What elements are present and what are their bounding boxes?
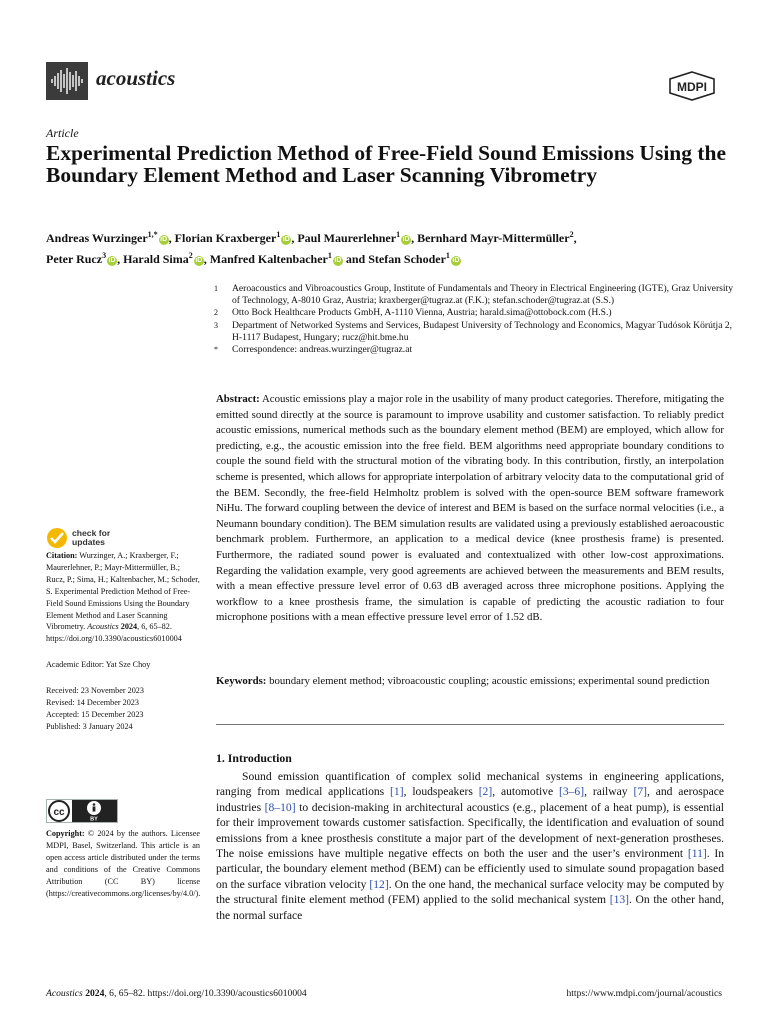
author-name: Bernhard Mayr-Mittermüller xyxy=(417,231,570,245)
orcid-icon[interactable]: iD xyxy=(402,236,410,243)
check-updates-line2: updates xyxy=(72,537,105,547)
abstract-text: Acoustic emissions play a major role in the usability of many product categories. Therefore, mitigating the emitted sound directly at the source is paramount to improve usability and customer satisfaction. To reliably predict acoustic emissions, numerical methods such as the boundary element method (BEM) are employed, which allow for predicting, e.g., the acoustic emission into the free field. BEM algorithms need appropriate boundary conditions to couple the sound field with the structural motion of the vibrating body. In this contribution, firstly, an interpolation scheme is presented, which allows for appropriate interpolation of arbitrary velocity data to the computational grid of the BEM. Secondly, the free-field Helmholtz problem is solved with the open-source BEM software framework NiHu. The forward coupling between the device of interest and BEM is based on the surface normal velocities (i.e., a Neumann boundary condition). The BEM simulation results are validated using a previously established aeroacoustic benchmark problem. Furthermore, an application to a medical device (knee prosthesis frame) is presented. Furthermore, the radiated sound power is evaluated and contextualized with other low-cost approximations. Regarding the validation example, very good agreements are achieved between the measurements and BEM results, with a mean effective pressure level error of 0.63 dB averaged across three microphone positions. Applying the workflow to a knee prosthesis frame, the simulation is capable of predicting the acoustic radiation to four microphone positions with a mean effective pressure level error of 1.52 dB. xyxy=(216,393,724,624)
intro-text: . In particular, the boundary element method (BEM) can be efficiently used to simulate sound propagation based on the surface vibration velocity xyxy=(216,847,724,891)
reference-link[interactable]: [2] xyxy=(478,785,493,799)
orcid-icon[interactable]: iD xyxy=(452,257,460,264)
author-affil-sup: 2 xyxy=(188,251,193,260)
affiliation-text: Otto Bock Healthcare Products GmbH, A-1110 Vienna, Austria; harald.sima@ottobock.com (H.S.) xyxy=(232,307,612,319)
author-affil-sup: 1 xyxy=(327,251,332,260)
author-name: Harald Sima xyxy=(123,252,189,266)
mdpi-logo-text: MDPI xyxy=(677,80,707,94)
reference-link[interactable]: [3–6] xyxy=(558,785,585,799)
citation xyxy=(46,550,200,645)
intro-text: . On the one hand, the mechanical surface velocity may be computed by the structural finite element method (FEM) applied to the solid mechanical system xyxy=(216,877,724,907)
copyright-label: Copyright: xyxy=(46,829,85,838)
check-for-updates-badge[interactable] xyxy=(46,527,110,549)
affiliation-text: Correspondence: andreas.wurzinger@tugraz.at xyxy=(232,344,413,356)
citation-doi[interactable]: , 6, 65–82. https://doi.org/10.3390/acoustics6010004 xyxy=(46,622,182,644)
footer-year: 2024 xyxy=(85,988,105,999)
author-affil-sup: 1 xyxy=(445,251,450,260)
affiliation-item xyxy=(214,344,734,356)
introduction-paragraph xyxy=(216,769,724,923)
journal-logo-icon xyxy=(46,62,88,100)
intro-text: . On the other hand, the normal surface xyxy=(216,893,724,922)
author-name: Florian Kraxberger xyxy=(174,231,277,245)
author-affil-sup: 1 xyxy=(276,230,281,239)
affiliation-item xyxy=(214,283,734,307)
svg-text:cc: cc xyxy=(53,807,65,818)
author-list: Andreas Wurzinger$^{1,*}$iD , Florian Kraxberger$^1$iD , Paul Maurerlehner$^1$iD , Bernhard Mayr-Mittermüller$^2$, Peter Rucz$^3$iD , Harald Sima$^2$iD , Manfred Kaltenbacher$^1$iD and Stefan Schoder$^1$iD xyxy=(46,230,577,266)
footer-journal-url[interactable]: https://www.mdpi.com/journal/acoustics xyxy=(566,988,722,999)
cc-by-license-icon[interactable] xyxy=(46,799,118,823)
reference-link[interactable]: [1] xyxy=(390,785,404,799)
citation-year: 2024 xyxy=(120,622,138,632)
intro-text: , railway xyxy=(584,785,634,799)
abstract xyxy=(216,392,724,626)
affiliation-item xyxy=(214,320,734,344)
cc-label: BY xyxy=(90,816,98,823)
received-date: Received: 23 November 2023 xyxy=(46,686,144,696)
reference-link[interactable]: [7] xyxy=(633,785,647,799)
citation-journal: Acoustics xyxy=(87,622,119,632)
intro-text: , and aerospace industries xyxy=(216,785,725,814)
check-updates-line1: check for xyxy=(72,528,111,538)
footer-journal: Acoustics xyxy=(46,988,83,999)
intro-text: Sound emission quantification of complex solid mechanical systems in engineering applications, ranging from medical applications xyxy=(216,770,724,799)
orcid-icon[interactable]: iD xyxy=(195,257,203,264)
author-name: Stefan Schoder xyxy=(368,252,446,266)
author-affil-sup: 3 xyxy=(102,251,107,260)
author-name: Paul Maurerlehner xyxy=(297,231,397,245)
affiliation-item xyxy=(214,307,734,319)
reference-link[interactable]: [13] xyxy=(609,893,630,907)
copyright-notice xyxy=(46,828,200,899)
paper-title: Experimental Prediction Method of Free-Field Sound Emissions Using the Boundary Element Method and Laser Scanning Vibrometry xyxy=(46,141,727,187)
author-name: Manfred Kaltenbacher xyxy=(209,252,328,266)
keywords xyxy=(216,674,724,690)
reference-link[interactable]: [12] xyxy=(369,877,389,891)
citation-label: Citation: xyxy=(46,551,78,560)
intro-text: to decision-making in architectural acoustics (e.g., placement of a heat pump), is essential for their improvement towards customer satisfaction. Specifically, the identification and evaluation of sound emissions from a knee prosthesis constitute a major part of the development of next-generation prostheses. The noise emissions have multiple negative effects on both the user and the user’s environment xyxy=(216,800,724,861)
author-name: Peter Rucz xyxy=(46,252,103,266)
abstract-label: Abstract: xyxy=(216,393,260,405)
affiliation-text: Aeroacoustics and Vibroacoustics Group, Institute of Fundamentals and Theory in Electrical Engineering (IGTE), Graz University of Technology, A-8010 Graz, Austria; kraxberger@tugraz.at (F.K.); stefan.schoder@tugraz.at (S.S.) xyxy=(232,283,733,307)
intro-text: , loudspeakers xyxy=(403,785,479,799)
academic-editor: Academic Editor: Yat Sze Choy xyxy=(46,660,151,670)
journal-name: acoustics xyxy=(96,66,176,90)
reference-link[interactable]: [8–10] xyxy=(264,800,296,814)
citation-text: Wurzinger, A.; Kraxberger, F.; Maurerlehner, P.; Mayr-Mittermüller, B.; Rucz, P.; Sima, H.; Kaltenbacher, M.; Schoder, S. Experimental Prediction Method of Free-Field Sound Emissions Using the Boundary Element Method and Laser Scanning Vibrometry. xyxy=(46,551,200,632)
keywords-text: boundary element method; vibroacoustic coupling; acoustic emissions; experimental sound prediction xyxy=(269,675,710,687)
author-affil-sup: 1 xyxy=(396,230,401,239)
copyright-text: © 2024 by the authors. Licensee MDPI, Basel, Switzerland. This article is an open access article distributed under the terms and conditions of the Creative Commons Attribution (CC BY) license (https://creativecommons.org/licenses/by/4.0/). xyxy=(46,829,201,898)
accepted-date: Accepted: 15 December 2023 xyxy=(46,709,144,719)
introduction-body xyxy=(216,769,724,923)
affiliation-number: 1 xyxy=(214,284,218,293)
authors-and: and xyxy=(345,252,366,266)
check-updates-icon xyxy=(46,527,68,549)
orcid-icon[interactable]: iD xyxy=(334,257,342,264)
author-name: Andreas Wurzinger xyxy=(46,231,148,245)
section-heading: 1. Introduction xyxy=(216,751,292,765)
orcid-icon[interactable]: iD xyxy=(282,236,290,243)
keywords-label: Keywords: xyxy=(216,675,267,687)
sidebar-info xyxy=(46,550,200,733)
author-affil-sup: 2 xyxy=(569,230,574,239)
affiliation-number: 3 xyxy=(214,320,218,330)
footer-doi[interactable]: , 6, 65–82. https://doi.org/10.3390/acoustics6010004 xyxy=(104,988,307,999)
orcid-icon[interactable]: iD xyxy=(108,257,116,264)
affiliation-number: 2 xyxy=(214,308,218,318)
affiliation-number: * xyxy=(214,345,218,355)
orcid-icon[interactable]: iD xyxy=(160,236,168,243)
reference-link[interactable]: [11] xyxy=(687,847,707,861)
mdpi-logo-icon xyxy=(668,71,716,101)
affiliations xyxy=(214,283,734,356)
affiliation-text: Department of Networked Systems and Services, Budapest University of Technology and Economics, Magyar Tudósok Körútja 2, H-1117 Budapest, Hungary; rucz@hit.bme.hu xyxy=(232,319,733,343)
footer-citation xyxy=(46,988,307,999)
intro-text: , automotive xyxy=(492,785,559,799)
article-type: Article xyxy=(46,126,79,140)
section-divider xyxy=(216,724,724,725)
published-date: Published: 3 January 2024 xyxy=(46,721,133,731)
revised-date: Revised: 14 December 2023 xyxy=(46,698,139,708)
author-affil-sup: 1,* xyxy=(147,230,158,239)
